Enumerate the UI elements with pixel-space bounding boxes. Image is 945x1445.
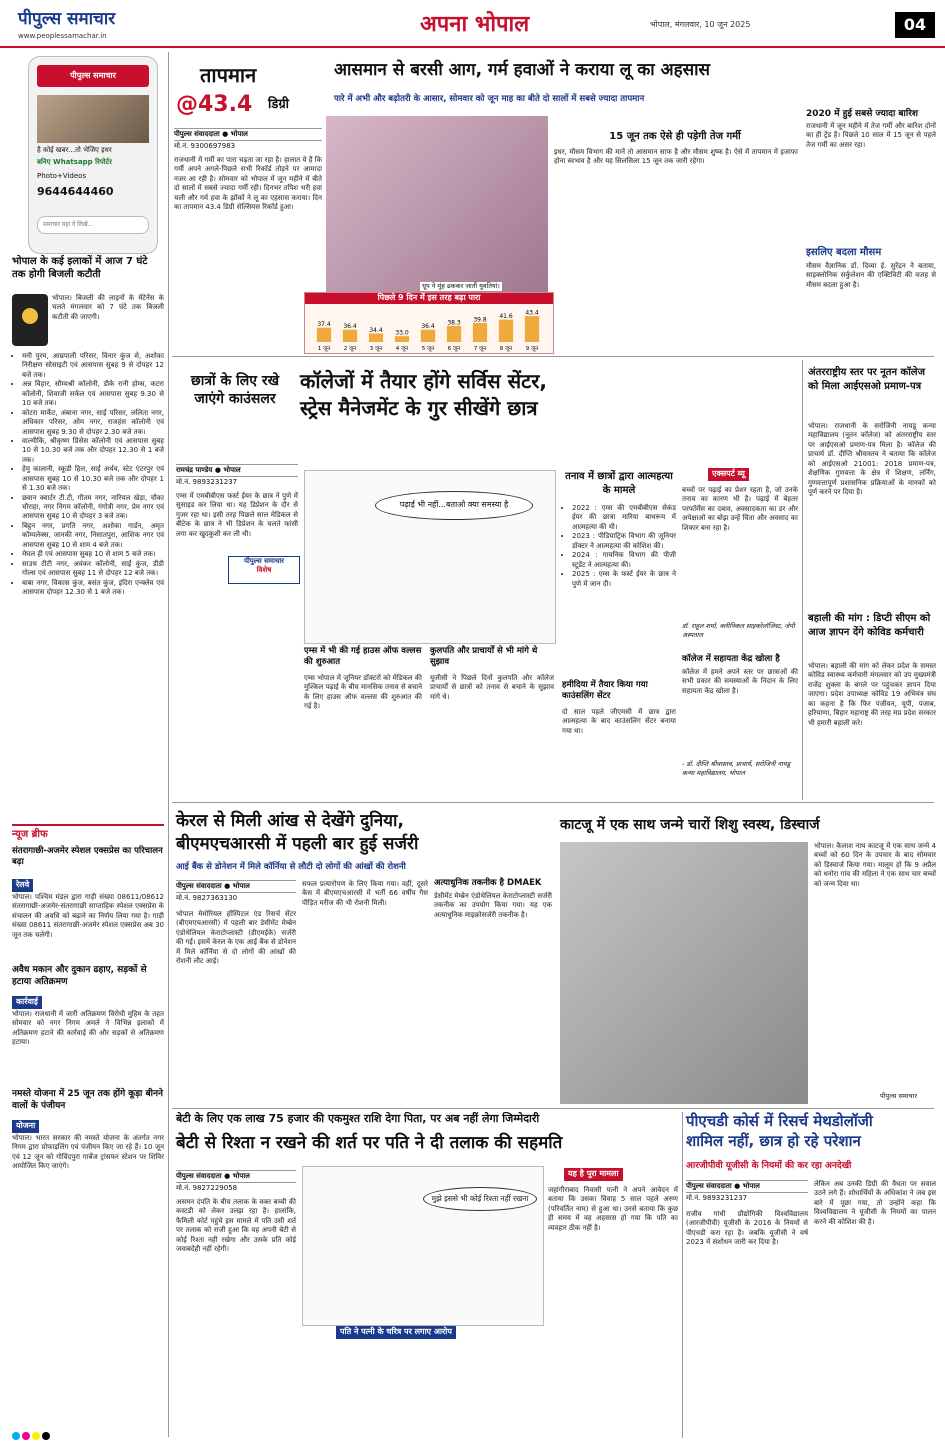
eye-body: भोपाल मेमोरियल हॉस्पिटल एंड रिसर्च सेंटर (बीएमएचआरसी) में पहली बार डेसीमेंट मेम्ब्रेन एंडोथेलियल केराटोप्लास्टी (डीएमईके) सर्जरी की गई। इसमें केरल के एक आई बैंक से डोनेशन में मिले कॉर्निया से दो लोगों की आंखों की रोशनी लौट आई। xyxy=(176,910,296,966)
divorce-body: असमन दंपति के बीच तलाक के वक्त बच्ची की कस्टडी को लेकर उलझ रहा है। हालांकि, फैमिली कोर्ट पहुंचे इस मामले में पति उसी शर्त पर तलाक को राजी हुआ कि वह अपनी बेटी से कोई रिश्ता नहीं रखेगा और उसके प्रति कोई जवाबदेही नहीं रहेगी। xyxy=(176,1198,296,1254)
chart-data-label: 37.4 xyxy=(317,320,331,328)
divorce-caption: पति ने पत्नी के चरित्र पर लगाए आरोप xyxy=(336,1326,456,1339)
expert2-name: - डॉ. दीप्ति श्रीवास्तव, प्राचार्य, सरोजिनी नायडू कन्या महाविद्यालय, भोपाल xyxy=(682,760,791,777)
temp-headline: आसमान से बरसी आग, गर्म हवाओं ने कराया लू का अहसास xyxy=(334,60,710,80)
chart-bar xyxy=(317,327,331,341)
eye-mobile: मो.नं. 9827363130 xyxy=(176,894,238,902)
divorce-top: बेटी के लिए एक लाख 75 हजार की एकमुश्त राशि देगा पिता, पर अब नहीं लेगा जिम्मेदारी xyxy=(176,1112,540,1125)
brief1-head: संतरागाछी-अजमेर स्पेशल एक्सप्रेस का परिचालन बढ़ा xyxy=(12,846,163,868)
phd-headline-2: शामिल नहीं, छात्र हो रहे परेशान xyxy=(686,1131,861,1150)
season-body: मौसम वैज्ञानिक डॉ. दिव्या ई. सुरेंद्रन ने बताया, साइक्लोनिक सर्कुलेशन की एक्टिविटी की वजह से मौसम बदला हुआ है। xyxy=(806,262,936,289)
brief3-body: भोपाल। भारत सरकार की नमस्ते योजना के अंतर्गत नगर निगम द्वारा प्रोफाइलिंग एवं पंजीयन किए जा रहे हैं। 10 जून एवं 12 जून को गोविंदपुरा गार्बेज ट्रांसफर स्टेशन पर शिविर आयोजित किए जाएंगे। xyxy=(12,1134,164,1171)
brief1-body: भोपाल। पश्चिम मंडल द्वारा गाड़ी संख्या 08611/08612 संतरागाछी-अजमेर-संतरागाछी साप्ताहिक स्पेशल एक्सप्रेस के संचालन की अवधि को बढ़ाने का निर्णय लिया गया है। गाड़ी संख्या 08611 संतरागाछी-अजमेर स्पेशल एक्सप्रेस अब 30 जून तक चलेगी। xyxy=(12,893,164,939)
quads-head: काटजू में एक साथ जन्मे चारों शिशु स्वस्थ, डिस्चार्ज xyxy=(560,817,820,833)
stats-head: तनाव में छात्रों द्वारा आत्महत्या के मामले xyxy=(565,471,673,496)
masthead-logo: पीपुल्स समाचार xyxy=(18,9,116,29)
eye-tech-head: अत्याधुनिक तकनीक है DMAEK xyxy=(434,878,542,888)
temp-unit: डिग्री xyxy=(268,97,290,112)
counsel-cartoon xyxy=(304,470,556,644)
power-list-item: • बिट्ठन नगर, प्रगति नगर, अशोका गार्डन, अमृत कॉम्पलेक्स, जानकी नगर, निसातपुरा, आशिक नगर एवं आसपास सुबह 10 से शाम 4 बजे तक। xyxy=(22,522,164,550)
chart-data-label: 36.4 xyxy=(421,322,435,330)
temp-side-body: इधर, मौसम विभाग की मानें तो आसमान साफ है और मौसम शुष्क है। ऐसे में तापमान में इजाफा होना स्वभाव है और यह सिलसिला 15 जून तक जारी रहेगा। xyxy=(554,148,798,166)
chart-bar xyxy=(369,333,383,342)
briefs-label: न्यूज ब्रीफ xyxy=(12,829,48,840)
eye-subhead: आई बैंक से डोनेशन में मिले कॉर्निया से लौटी दो लोगों की आंखों की रोशनी xyxy=(176,862,406,872)
stats-list-item: • 2025 : एम्स के फर्स्ट ईयर के छात्र ने पुणे में जान दी। xyxy=(572,570,676,589)
stats-list-item: • 2024 : गायनिक विभाग की पीजी स्टूडेंट ने आत्महत्या की। xyxy=(572,551,676,570)
power-list-item: • मेघल ही एवं आसपास सुबह 10 से शाम 5 बजे तक। xyxy=(22,550,164,559)
temp-subhead: पारे में अभी और बढ़ोतरी के आसार, सोमवार को जून माह का बीते दो सालों में सबसे ज्यादा तापमान xyxy=(334,94,645,104)
temp-chart xyxy=(304,292,554,354)
record-head: 2020 में हुई सबसे ज्यादा बारिश xyxy=(806,109,919,119)
stats-list-item: • 2022 : एम्स की एमबीबीएस सेकंड ईयर की छात्रा मारिया बाथरूम में आत्महत्या की थी। xyxy=(572,504,676,532)
sub2-head: कुलपति और प्राचार्यों से भी मांगे थे सुझाव xyxy=(430,646,538,668)
chart-tick-label: 4 जून xyxy=(395,345,409,352)
phd-subhead: आरजीपीवी यूजीसी के नियमों की कर रहा अनदेखी xyxy=(686,1161,852,1171)
dsp-body: भोपाल। बहाली की मांग को लेकर प्रदेश के समस्त कोविड स्वास्थ्य कर्मचारी मंगलवार को उप मुख्यमंत्री राजेंद्र शुक्ला के बंगले पर पहुंचकर ज्ञापन दिया जाएगा। प्रदेश उपाध्यक्ष कोविड 19 अभियंत्र संघ का कहना है कि फिर पंजीयन, यूपी, पंजाब, हरियाणा, बिहार महाराष्ट्र की तरह मप्र प्रदेश सरकार भी हमारी बहाली करे। xyxy=(808,662,936,727)
eye-tech-body: डेसीमेंट मेम्ब्रेन एंडोथेलियल केराटोप्लास्टी सर्जरी तकनीक का उपयोग किया गया। यह एक अत्याधुनिक माइक्रोसर्जरी तकनीक है। xyxy=(434,892,552,919)
counsel-byline: रामचंद्र पाण्डेय ● भोपाल xyxy=(176,464,298,477)
chart-data-label: 34.4 xyxy=(369,326,383,334)
counsel-body: एम्स में एमबीबीएस फर्स्ट ईयर के छात्र ने पुणे में सुसाइड कर लिया था। यह डिप्रेशन के दौर से गुजर रहा था। इसी तरह पिछले साल मेडिकल से बीटेक के छात्र ने भी डिप्रेशन के चलते फांसी लगा कर खुदकुशी कर ली थी। xyxy=(176,492,298,538)
whatsapp-promo xyxy=(28,56,158,254)
eye-headline xyxy=(176,810,552,856)
phd-headline xyxy=(686,1112,936,1151)
chart-tick-label: 6 जून xyxy=(447,345,461,352)
brief3-tag: योजना xyxy=(12,1120,39,1133)
chart-data-label: 43.4 xyxy=(525,309,539,317)
power-list-item: • हेमु कालानी, स्कूडी हिल, साईं अर्थव, स्टेट एंटरपुर एवं आसपास सुबह 10 से 10.30 बजे तक और दोपहर 1 से 1.30 बजे तक। xyxy=(22,465,164,493)
case-tag: यह है पूरा मामला xyxy=(564,1168,623,1181)
promo-photo xyxy=(37,95,149,143)
sub1-body: एम्स भोपाल में जूनियर डॉक्टरों को मेडिकल की मुश्किल पढ़ाई के बीच मानसिक तनाव से बचाने के लिए हाउस ऑफ वल्लस की शुरुआत की गई है। xyxy=(304,674,422,711)
promo-line1: है कोई खबर...तो भेजिए इधर xyxy=(37,146,112,154)
chart-bar xyxy=(343,329,357,341)
power-head: भोपाल के कई इलाकों में आज 7 घंटे तक होगी बिजली कटौती xyxy=(12,256,148,280)
brand-box xyxy=(228,556,300,584)
counsel-headline-2: स्ट्रेस मैनेजमेंट के गुर सीखेंगे छात्र xyxy=(300,396,538,420)
sub2-body: यूजीसी ने पिछले दिनों कुलपति और कॉलेज प्राचार्यों से छात्रों को तनाव से बचाने के सुझाव मांगे थे। xyxy=(430,674,554,701)
promo-input: समाचार यहां दें लिखें... xyxy=(37,216,149,234)
power-list-item: • बाबा नगर, विकास कुंज, बसंत कुंज, इंदिरा एन्क्लेव एवं आसपास दोपहर 12.30 से 1 बजे तक। xyxy=(22,579,164,598)
registration-marks xyxy=(12,1432,52,1443)
chart-bar xyxy=(499,319,513,341)
temp-body: राजधानी में गर्मी का पारा चढ़ता जा रहा है। हालात ये हैं कि गर्मी अपने अगले-पिछले सभी रिकॉर्ड तोड़ने पर आमादा नजर आ रही है। सोमवार को भोपाल में जून महीने में बीते दो सालों में सबसे ज्यादा गर्मी रही। दिनभर तपिश भरी हवा चली और गर्म हवा के झोंकों ने लू का एहसास कराया। दिन का तापमान 43.4 डिग्री सेल्सियस रिकॉर्ड हुआ। xyxy=(174,156,322,212)
masthead-url: www.peoplessamachar.in xyxy=(18,32,107,40)
stats-list xyxy=(562,504,676,589)
divorce-byline: पीपुल्स संवाददाता ● भोपाल xyxy=(176,1170,296,1183)
temp-mobile: मो.नं. 9300697983 xyxy=(174,142,236,150)
brief3-head: नमस्ते योजना में 25 जून तक होंगे कूड़ा बीनने वालों के पंजीयन xyxy=(12,1089,163,1112)
dateline: भोपाल, मंगलवार, 10 जून 2025 xyxy=(650,20,751,29)
power-list-item: • छवान क्वार्टर टी.टी, गौतम नगर, नारियल खेड़ा, चौका चौराहा, नगर निगम कॉलोनी, गंगोत्री नगर, प्रेम नगर एवं आसपास सुबह 10 से दोपहर 3 बजे तक। xyxy=(22,494,164,522)
counsel-headline-1: कॉलेजों में तैयार होंगे सर्विस सेंटर, xyxy=(300,369,548,393)
expert-name: डॉ. राहुल शर्मा, क्लीनिकल साइकोलॉजिस्ट, जेपी अस्पताल xyxy=(682,622,795,639)
expert-tag: एक्सपर्ट व्यू xyxy=(708,468,749,481)
eye-headline-1: केरल से मिली आंख से देखेंगे दुनिया, xyxy=(176,811,404,831)
promo-photo-label: Photo+Videos xyxy=(37,171,87,180)
chart-tick-label: 5 जून xyxy=(421,345,435,352)
chart-tick-label: 3 जून xyxy=(369,345,383,352)
counsel-headline xyxy=(300,368,798,422)
chart-bar xyxy=(525,316,539,342)
chart-data-label: 39.8 xyxy=(473,316,487,324)
eye-body2: सफल प्रत्यारोपण के लिए किया गया। वहीं, दूसरे केस में बीएमएचआरसी में भर्ती 66 वर्षीय गैस पीड़ित मरीज की भी रोशनी मिली। xyxy=(302,880,428,907)
chart-tick-label: 8 जून xyxy=(499,345,513,352)
divorce-headline: बेटी से रिश्ता न रखने की शर्त पर पति ने दी तलाक की सहमति xyxy=(176,1133,563,1153)
brief2-tag: कार्रवाई xyxy=(12,996,42,1009)
chart-svg xyxy=(305,304,551,352)
stats-list-item: • 2023 : पीडियाट्रिक विभाग की जूनियर डॉक्टर ने आत्महत्या की कोशिश की। xyxy=(572,532,676,551)
temp-label: तापमान xyxy=(200,63,257,87)
eye-byline: पीपुल्स संवाददाता ● भोपाल xyxy=(176,880,296,893)
expert-body: बच्चों पर पढ़ाई का प्रेशर रहता है, जो उनके तनाव का कारण भी है। पढ़ाई में बेहतर परफॉर्मेंस का दबाव, अवसादकता का डर और अपेक्षाओं का बोझ उन्हें चिंता और अवसाद का शिकार बना रहा है। xyxy=(682,486,798,532)
sub3-body: दो साल पहले जीएमसी में छात्र द्वारा आत्महत्या के बाद काउंसलिंग सेंटर बनाया गया था। xyxy=(562,708,676,735)
counsel-mobile: मो.नं. 9893231237 xyxy=(176,478,238,486)
quads-photo xyxy=(560,842,808,1104)
brief2-body: भोपाल। राजधानी में जारी अतिक्रमण विरोधी मुहिम के तहत सोमवार को नगर निगम अमले ने विभिन्न इलाकों में अतिक्रमण हटाने की कार्रवाई की और सड़कों से अतिक्रमण हटाया। xyxy=(12,1010,164,1047)
phd-headline-1: पीएचडी कोर्स में रिसर्च मेथडोलॉजी xyxy=(686,1112,873,1130)
phd-body2: लेकिन अब उनकी डिग्री की वैधता पर सवाल उठने लगे हैं। शोधार्थियों के अधिकांश ने जब इस बारे में पूछा गया, तो उन्होंने कहा कि विश्वविद्यालय ने यूजीसी के नियमों का पालन करने की कोशिश की है। xyxy=(814,1180,936,1226)
temp-photo xyxy=(326,116,548,292)
page-number: 04 xyxy=(895,12,935,38)
chart-tick-label: 7 जून xyxy=(473,345,487,352)
chart-bar xyxy=(421,329,435,341)
chart-tick-label: 2 जून xyxy=(343,345,357,352)
expert2-head: कॉलेज में सहायता केंद्र खोला है xyxy=(682,654,780,664)
sub3-head: हमीदिया में तैयार किया गया काउंसलिंग सेंटर xyxy=(562,680,648,702)
cartoon-bubble: पढ़ाई भी नहीं...बताओ क्या समस्या है xyxy=(375,491,533,520)
chart-bar xyxy=(473,323,487,342)
temp-byline: पीपुल्स संवाददाता ● भोपाल xyxy=(174,128,322,141)
case-body: जहांगीराबाद निवासी पत्नी ने अपने आवेदन में बताया कि उसका विवाह 5 साल पहले अरुण (परिवर्तित नाम) से हुआ था। उनसे बताया कि कुछ ही समय में वह अहसास हो गया कि पति का व्यवहार ठीक नहीं है। xyxy=(548,1186,678,1232)
record-body: राजधानी में जून महीने में तेज गर्मी और बारिश दोनों का ही ट्रेंड है। पिछले 10 साल में 15 जून से पहले तेज गर्मी का असर रहा। xyxy=(806,122,936,149)
eye-headline-2: बीएमएचआरसी में पहली बार हुई सर्जरी xyxy=(176,833,419,854)
divorce-cartoon xyxy=(302,1166,544,1326)
chart-data-label: 33.0 xyxy=(395,329,409,337)
power-intro: भोपाल। बिजली की लाइनों के मेंटेनेंस के चलते मंगलवार को 7 घंटे तक बिजली कटौती की जाएगी। xyxy=(52,294,164,321)
chart-data-label: 41.6 xyxy=(499,312,513,320)
counsel-side-head: छात्रों के लिए रखे जाएंगे काउंसलर xyxy=(190,373,280,408)
iso-head: अंतरराष्ट्रीय स्तर पर नूतन कॉलेज को मिला आईएसओ प्रमाण-पत्र xyxy=(808,367,925,392)
chart-data-label: 38.3 xyxy=(447,319,461,327)
power-list-item: • अन्न विहार, सौम्यश्री कॉलोनी, डीके रानी होम्स, कटरा कॉलोनी, शिवाजी सर्कल एवं आसपास सुबह 9.30 से 10 बजे तक। xyxy=(22,380,164,408)
power-list-item: • मनी पुरम, आम्रपाली परिसर, विनार कुंज से, अशोका निरीक्षण सोसाइटी एवं आसपास सुबह 9 से दोपहर 12 बजे तक। xyxy=(22,352,164,380)
promo-app-name: पीपुल्स समाचार xyxy=(37,65,149,87)
chart-data-label: 36.4 xyxy=(343,322,357,330)
temp-photo-caption: धूप ने मुंह ढककर जातीं युवतियां। xyxy=(422,282,500,290)
chart-title: पिछले 9 दिन में इस तरह बढ़ा पारा xyxy=(305,293,553,304)
temp-side-head: 15 जून तक ऐसे ही पड़ेगी तेज गर्मी xyxy=(609,131,741,142)
promo-line2: बनिए Whatsapp रिपोर्टर xyxy=(37,158,112,167)
section-title: अपना भोपाल xyxy=(420,12,530,37)
dsp-head: बहाली की मांग : डिप्टी सीएम को आज ज्ञापन देंगे कोविड कर्मचारी xyxy=(808,613,931,638)
power-list-item: • साउथ टीटी नगर, अवंकर कॉलोनी, साईं कुंज, डीडी गोल्स एवं आसपास सुबह 11 से दोपहर 12 बजे तक। xyxy=(22,560,164,579)
power-list-item: • वाल्मीकि, श्रीकृष्ण प्रिंसेस कॉलोनी एवं आसपास सुबह 10 से 10.30 बजे तक और दोपहर 12.30 से 1 बजे तक। xyxy=(22,437,164,465)
brief2-head: अवैध मकान और दुकान ढहाए, सड़कों से हटाया अतिक्रमण xyxy=(12,965,147,988)
bulb-icon xyxy=(12,294,48,346)
brand-name: पीपुल्स समाचार xyxy=(243,557,285,565)
chart-bar xyxy=(447,326,461,342)
chart-tick-label: 1 जून xyxy=(317,345,331,352)
divorce-mobile: मो.नं. 9827229058 xyxy=(176,1184,238,1192)
iso-body: भोपाल। राजधानी के सरोजिनी नायडू कन्या महाविद्यालय (नूतन कॉलेज) को अंतरराष्ट्रीय स्तर पर आईएसओ प्रमाण-पत्र मिला है। कॉलेज की प्राचार्य डॉ. दीप्ति श्रीवास्तव ने बताया कि कॉलेज को आईएसओ 21001: 2018 प्रमाण-पत्र, शैक्षणिक गुणवत्ता के क्षेत्र में शिक्षण, लर्निंग, गुणवत्तापूर्ण प्रशासनिक प्रक्रियाओं के मानकों को पूर्ण करने पर दिया है। xyxy=(808,422,936,497)
quads-credit: पीपुल्स समाचार xyxy=(880,1092,917,1100)
divorce-bubble: मुझे इससे भी कोई रिश्ता नहीं रखना xyxy=(423,1187,537,1211)
expert2-body: कॉलेज में हमने अपने स्तर पर छात्राओं की सभी प्रकार की समस्याओं के निदान के लिए सहायता केंद्र खोला है। xyxy=(682,668,798,695)
phd-mobile: मो.नं. 9893231237 xyxy=(686,1194,748,1202)
power-list-item: • कोटरा मार्केट, अंबाना नगर, साईं परिसर, ललिता नगर, अधिकार परिसर, ओम नगर, राजहंस कॉलोनी एवं आसपास सुबह 9.30 से दोपहर 2.30 बजे तक। xyxy=(22,409,164,437)
chart-tick-label: 9 जून xyxy=(525,345,539,352)
phd-body: राजीव गांधी प्रौद्योगिकी विश्वविद्यालय (आरजीपीवी) यूजीसी के 2016 के नियमों से पीएचडी करा रहा है। जबकि यूजीसी ने वर्ष 2023 में संशोधन जारी कर दिया है। xyxy=(686,1210,808,1247)
phd-byline: पीपुल्स संवाददाता ● भोपाल xyxy=(686,1180,808,1193)
sub1-head: एम्स में भी की गई हाउस ऑफ वल्लस की शुरुआत xyxy=(304,646,422,668)
temp-value: @43.4 xyxy=(176,92,253,117)
power-list xyxy=(12,352,164,597)
brief1-tag: रेलवे xyxy=(12,879,33,892)
chart-bar xyxy=(395,336,409,342)
season-head: इसलिए बदला मौसम xyxy=(806,247,882,258)
brand-tag: विशेष xyxy=(256,566,272,575)
quads-body: भोपाल। कैलाश नाथ काटजू में एक साथ जन्मे 4 बच्चों को 60 दिन के उपचार के बाद सोमवार को डिस्चार्ज किया गया। मालूम हो कि 9 अप्रैल को धनोरा गांव की महिला ने एक साथ चार बच्चों को जन्म दिया था। xyxy=(814,842,936,888)
promo-phone: 9644644460 xyxy=(37,185,114,199)
